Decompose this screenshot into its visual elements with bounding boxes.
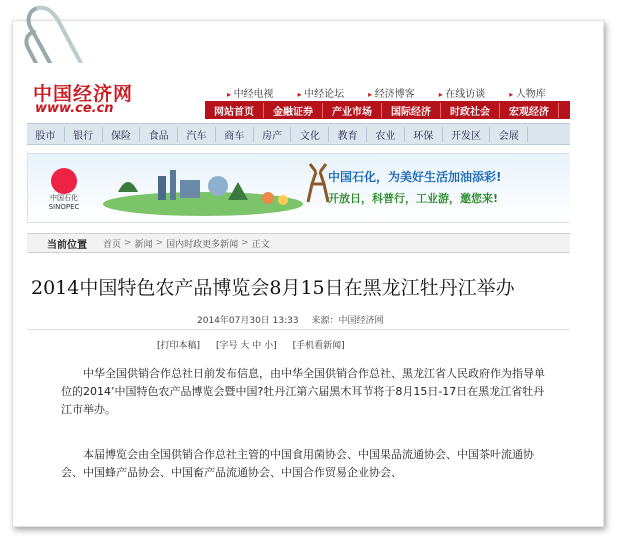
sinopec-sun-icon	[51, 168, 77, 194]
sinopec-logo	[44, 168, 84, 211]
article-date: 2014年07月30日 13:33	[197, 316, 299, 326]
top-link[interactable]: ▸ 人物库	[497, 85, 558, 100]
sinopec-name-en: SINOPEC	[48, 203, 80, 211]
top-link[interactable]: ▸ 中经论坛	[286, 85, 357, 100]
print-link[interactable]: [打印本稿]	[157, 341, 201, 351]
nav-item[interactable]: 国际经济	[382, 103, 441, 118]
channel-nav	[27, 123, 570, 145]
breadcrumb-item[interactable]: 首页	[103, 239, 122, 250]
channel-item[interactable]: 环保	[405, 127, 443, 142]
article-meta	[197, 313, 394, 326]
breadcrumb-item: 正文	[251, 239, 270, 250]
mobile-news-link[interactable]: [手机看新闻]	[292, 341, 345, 351]
channel-item[interactable]: 汽车	[178, 127, 216, 142]
top-link[interactable]: ▸ 中经电视	[215, 85, 286, 100]
banner-subslogan: 开放日，科普行，工业游，邀您来!	[328, 192, 499, 205]
breadcrumb-item[interactable]: 新闻	[134, 239, 153, 250]
channel-item[interactable]: 保险	[103, 127, 141, 142]
nav-item[interactable]: 宏观经济	[500, 103, 559, 118]
channel-item[interactable]: 文化	[291, 127, 329, 142]
top-link[interactable]: ▸ 在线访谈	[427, 85, 498, 100]
primary-nav	[205, 101, 570, 119]
article-paragraph: 中华全国供销合作总社日前发布信息，由中华全国供销合作总社、黑龙江省人民政府作为指导单位的2014’中国特色农产品博览会暨中国?牡丹江第六届黑木耳节将于8月15日-17日在黑龙江省牡丹江市举办。	[61, 367, 545, 416]
channel-item[interactable]: 银行	[65, 127, 103, 142]
channel-item[interactable]: 商车	[216, 127, 254, 142]
nav-item[interactable]: 时政社会	[441, 103, 500, 118]
sinopec-name: 中国石化	[50, 194, 78, 202]
article-paragraph: 本届博览会由全国供销合作总社主管的中国食用菌协会、中国果品流通协会、中国茶叶流通协会、中国蜂产品协会、中国畜产品流通协会、中国合作贸易企业协会、	[61, 448, 534, 479]
top-links	[215, 85, 558, 100]
nav-item[interactable]: 产业市场	[323, 103, 382, 118]
breadcrumb: 当前位置 首页 > 新闻 > 国内时政更多新闻 > 正文	[27, 233, 570, 253]
article-tools	[157, 338, 345, 351]
breadcrumb-item[interactable]: 国内时政更多新闻	[166, 239, 239, 250]
banner-illustration	[98, 162, 308, 217]
channel-item[interactable]: 开发区	[443, 127, 491, 142]
site-logo[interactable]	[33, 79, 178, 119]
channel-item[interactable]: 会展	[490, 127, 528, 142]
nav-item[interactable]: 网站首页	[205, 103, 264, 118]
article-title: 2014中国特色农产品博览会8月15日在黑龙江牡丹江举办	[31, 277, 515, 299]
webpage-screenshot	[27, 63, 570, 488]
divider	[27, 329, 570, 330]
channel-item[interactable]: 教育	[329, 127, 367, 142]
font-size-links[interactable]: [字号 大 中 小]	[216, 341, 277, 351]
logo-text: 中国经济网	[33, 83, 134, 105]
nav-item[interactable]: 金融证券	[264, 103, 323, 118]
channel-item[interactable]: 食品	[140, 127, 178, 142]
top-link[interactable]: ▸ 经济博客	[356, 85, 427, 100]
logo-url: www.ce.cn	[35, 101, 114, 116]
channel-item[interactable]: 股市	[27, 127, 65, 142]
channel-item[interactable]: 房产	[254, 127, 292, 142]
channel-item[interactable]: 农业	[367, 127, 405, 142]
sinopec-ad-banner[interactable]	[27, 153, 570, 223]
breadcrumb-label: 当前位置	[47, 239, 87, 251]
banner-slogan: 中国石化，为美好生活加油添彩!	[328, 170, 502, 184]
article-source: 来源：中国经济网	[311, 316, 384, 326]
